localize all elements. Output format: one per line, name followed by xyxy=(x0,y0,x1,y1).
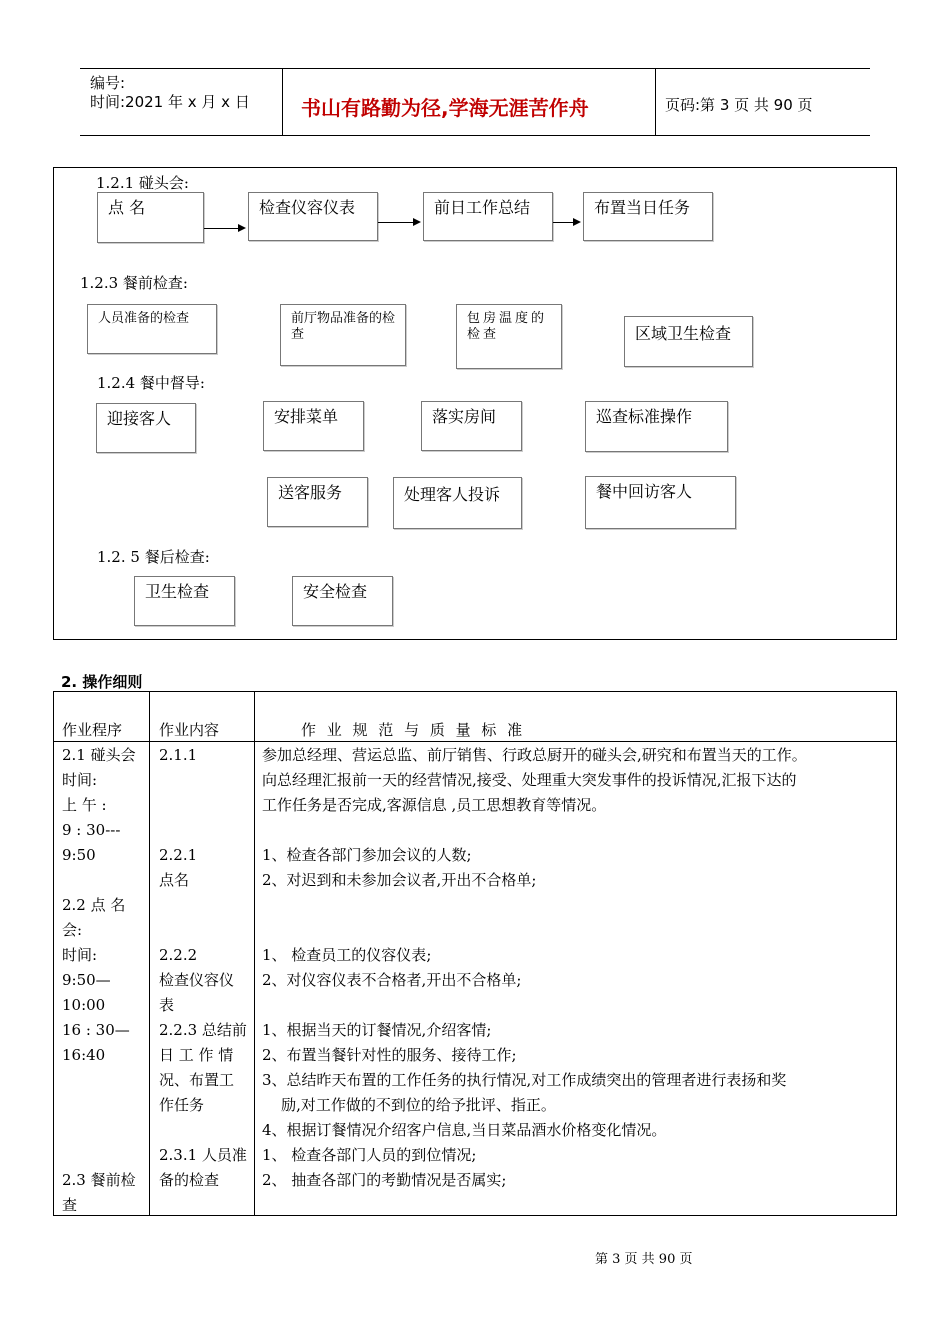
table-line: 上 午 : xyxy=(62,796,107,814)
flow-box-room: 落实房间 xyxy=(421,401,522,451)
table-line: 查 xyxy=(62,1196,78,1214)
flow-box-farewell: 送客服务 xyxy=(267,477,368,527)
header-bottom-rule xyxy=(80,135,870,136)
table-line: 检查仪容仪 xyxy=(159,971,235,989)
flow-box-complaint: 处理客人投诉 xyxy=(393,477,522,529)
section-124-title: 1.2.4 餐中督导: xyxy=(97,374,205,392)
table-line: 16 : 30— xyxy=(62,1021,130,1039)
table-line: 2.1.1 xyxy=(159,746,198,764)
flow-box-appearance: 检查仪容仪表 xyxy=(248,192,378,241)
table-line: 2.2 点 名 xyxy=(62,896,126,914)
header-motto: 书山有路勤为径,学海无涯苦作舟 xyxy=(301,96,589,120)
table-line: 表 xyxy=(159,996,175,1014)
table-line: 向总经理汇报前一天的经营情况,接受、处理重大突发事件的投诉情况,汇报下达的 xyxy=(262,771,797,789)
flow-box-hygiene-area: 区域卫生检查 xyxy=(624,316,753,367)
table-line: 2.2.1 xyxy=(159,846,198,864)
table-header-standard: 作 业 规 范 与 质 量 标 准 xyxy=(301,721,526,739)
section-2-title: 2. 操作细则 xyxy=(61,673,143,691)
table-line: 工作任务是否完成,客源信息 ,员工思想教育等情况。 xyxy=(262,796,607,814)
flow-box-revisit: 餐中回访客人 xyxy=(585,476,736,529)
table-line: 备的检查 xyxy=(159,1171,220,1189)
table-line: 2、对仪容仪表不合格者,开出不合格单; xyxy=(262,971,522,989)
table-line: 9:50— xyxy=(62,971,111,989)
header-page: 页码:第 3 页 共 90 页 xyxy=(665,96,813,114)
table-line: 2.2.2 xyxy=(159,946,198,964)
table-line: 1、 检查员工的仪容仪表; xyxy=(262,946,432,964)
table-line: 2.2.3 总结前 xyxy=(159,1021,247,1039)
section-123-title: 1.2.3 餐前检查: xyxy=(80,274,188,292)
flow-box-roll-call: 点 名 xyxy=(97,192,204,243)
header-number: 编号: xyxy=(90,74,126,92)
flow-arrow xyxy=(378,222,419,223)
table-line: 励,对工作做的不到位的给予批评、指正。 xyxy=(262,1096,556,1114)
table-line: 点名 xyxy=(159,871,190,889)
flow-box-items-check: 前厅物品准备的检查 xyxy=(280,304,406,366)
flow-box-hygiene: 卫生检查 xyxy=(134,576,235,626)
table-col-divider-1 xyxy=(149,691,150,1216)
table-line: 2.3 餐前检 xyxy=(62,1171,136,1189)
table-line: 日 工 作 情 xyxy=(159,1046,234,1064)
flow-box-menu: 安排菜单 xyxy=(263,401,364,451)
flow-box-greet: 迎接客人 xyxy=(96,403,196,453)
flow-box-patrol: 巡查标准操作 xyxy=(585,401,728,452)
flow-arrow xyxy=(553,222,579,223)
table-line: 时间: xyxy=(62,771,98,789)
table-line: 9:50 xyxy=(62,846,96,864)
flow-box-summary: 前日工作总结 xyxy=(423,192,553,241)
flow-arrow xyxy=(204,228,244,229)
table-line: 作任务 xyxy=(159,1096,205,1114)
header-time: 时间:2021 年 x 月 x 日 xyxy=(90,93,250,111)
page-footer: 第 3 页 共 90 页 xyxy=(595,1252,693,1267)
table-line: 10:00 xyxy=(62,996,106,1014)
table-line: 16:40 xyxy=(62,1046,106,1064)
section-121-title: 1.2.1 碰头会: xyxy=(96,174,189,192)
flow-box-assign: 布置当日任务 xyxy=(583,192,713,241)
flow-box-room-temp: 包房温度的检查 xyxy=(456,304,562,369)
table-line: 时间: xyxy=(62,946,98,964)
table-line: 2、布置当餐针对性的服务、接待工作; xyxy=(262,1046,517,1064)
table-header-procedure: 作业程序 xyxy=(62,721,123,739)
table-line: 1、 检查各部门人员的到位情况; xyxy=(262,1146,477,1164)
table-header-content: 作业内容 xyxy=(159,721,220,739)
header-top-rule xyxy=(80,68,870,69)
table-line: 2、 抽查各部门的考勤情况是否属实; xyxy=(262,1171,507,1189)
table-line: 况、布置工 xyxy=(159,1071,235,1089)
header-divider-right xyxy=(655,68,656,136)
table-line: 参加总经理、营运总监、前厅销售、行政总厨开的碰头会,研究和布置当天的工作。 xyxy=(262,746,807,764)
table-line: 1、检查各部门参加会议的人数; xyxy=(262,846,472,864)
table-line: 9 : 30--- xyxy=(62,821,121,839)
table-col-divider-2 xyxy=(254,691,255,1216)
flow-box-safety: 安全检查 xyxy=(292,576,393,626)
table-line: 1、根据当天的订餐情况,介绍客情; xyxy=(262,1021,492,1039)
table-line: 会: xyxy=(62,921,83,939)
table-line: 2.3.1 人员准 xyxy=(159,1146,247,1164)
table-line: 4、根据订餐情况介绍客户信息,当日菜品酒水价格变化情况。 xyxy=(262,1121,667,1139)
table-line: 2、对迟到和未参加会议者,开出不合格单; xyxy=(262,871,537,889)
section-125-title: 1.2. 5 餐后检查: xyxy=(97,548,210,566)
flow-box-staff-check: 人员准备的检查 xyxy=(87,304,217,354)
table-line: 3、总结昨天布置的工作任务的执行情况,对工作成绩突出的管理者进行表扬和奖 xyxy=(262,1071,787,1089)
table-line: 2.1 碰头会 xyxy=(62,746,136,764)
header-divider-left xyxy=(282,68,283,136)
